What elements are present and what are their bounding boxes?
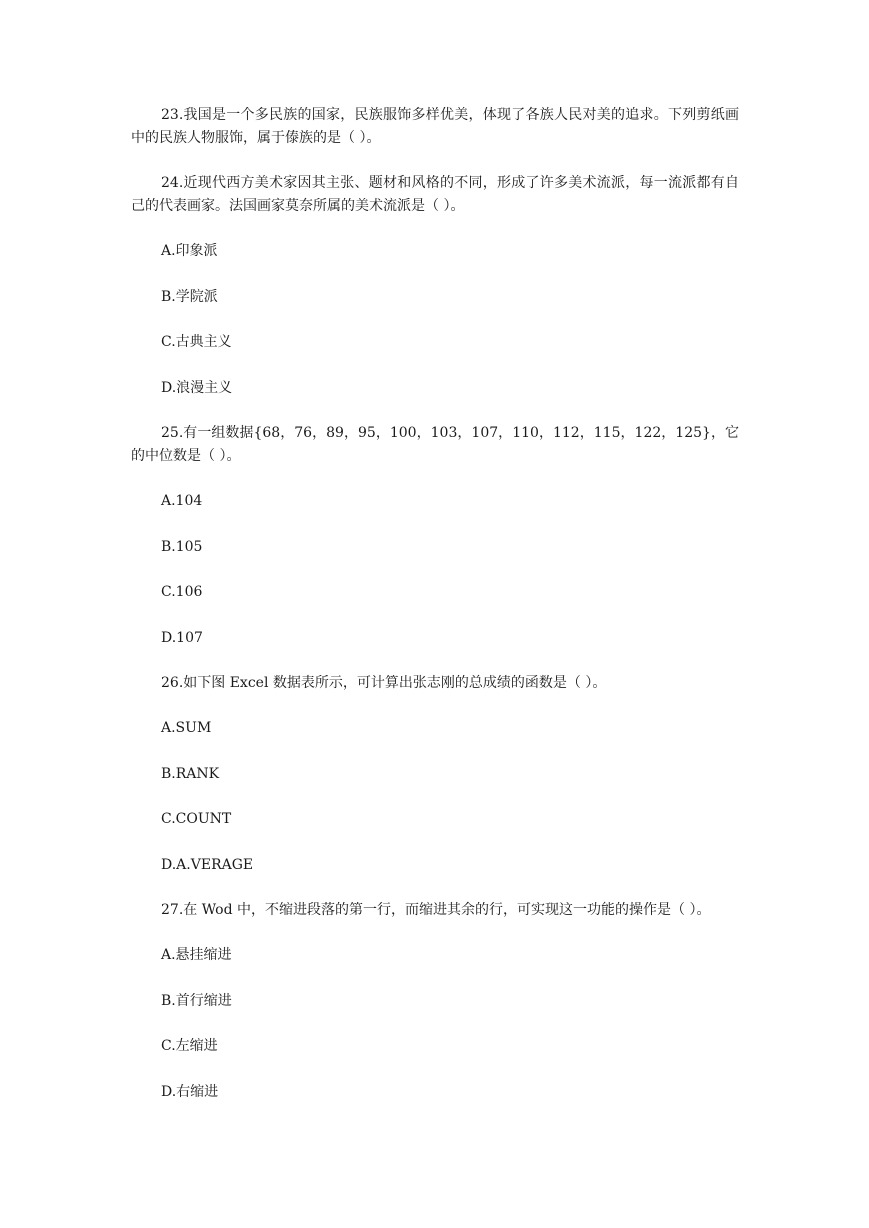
question-27: 27.在 Wod 中，不缩进段落的第一行，而缩进其余的行，可实现这一功能的操作是（ ）。 <box>161 902 711 918</box>
question-23: 23.我国是一个多民族的国家，民族服饰多样优美，体现了各族人民对美的追求。下列剪纸画中的民族人物服饰，属于傣族的是（ ）。 <box>131 107 739 146</box>
question-26-option-c: C.COUNT <box>161 811 232 827</box>
question-24: 24.近现代西方美术家因其主张、题材和风格的不同，形成了许多美术流派，每一流派都有自己的代表画家。法国画家莫奈所属的美术流派是（ ）。 <box>131 175 739 214</box>
question-24-option-c: C.古典主义 <box>161 334 232 350</box>
question-25-option-c: C.106 <box>161 584 203 600</box>
question-26-option-b: B.RANK <box>161 765 220 782</box>
question-27-option-b: B.首行缩进 <box>161 992 232 1009</box>
question-27-option-c: C.左缩进 <box>161 1038 218 1054</box>
question-26-option-d: D.A.VERAGE <box>161 856 254 873</box>
question-26-option-a: A.SUM <box>161 720 212 736</box>
question-25: 25.有一组数据{68，76，89，95，100，103，107，110，112，115，122，125}，它的中位数是（ ）。 <box>131 425 739 464</box>
question-25-option-b: B.105 <box>161 538 203 555</box>
question-24-option-a: A.印象派 <box>161 243 218 259</box>
question-27-option-a: A.悬挂缩进 <box>161 947 232 963</box>
question-26: 26.如下图 Excel 数据表所示，可计算出张志刚的总成绩的函数是（ ）。 <box>161 675 607 691</box>
question-25-option-a: A.104 <box>161 493 203 509</box>
question-27-option-d: D.右缩进 <box>161 1083 219 1100</box>
question-24-option-d: D.浪漫主义 <box>161 379 233 396</box>
question-24-option-b: B.学院派 <box>161 288 218 305</box>
question-25-option-d: D.107 <box>161 629 203 646</box>
document-content <box>131 104 739 1126</box>
